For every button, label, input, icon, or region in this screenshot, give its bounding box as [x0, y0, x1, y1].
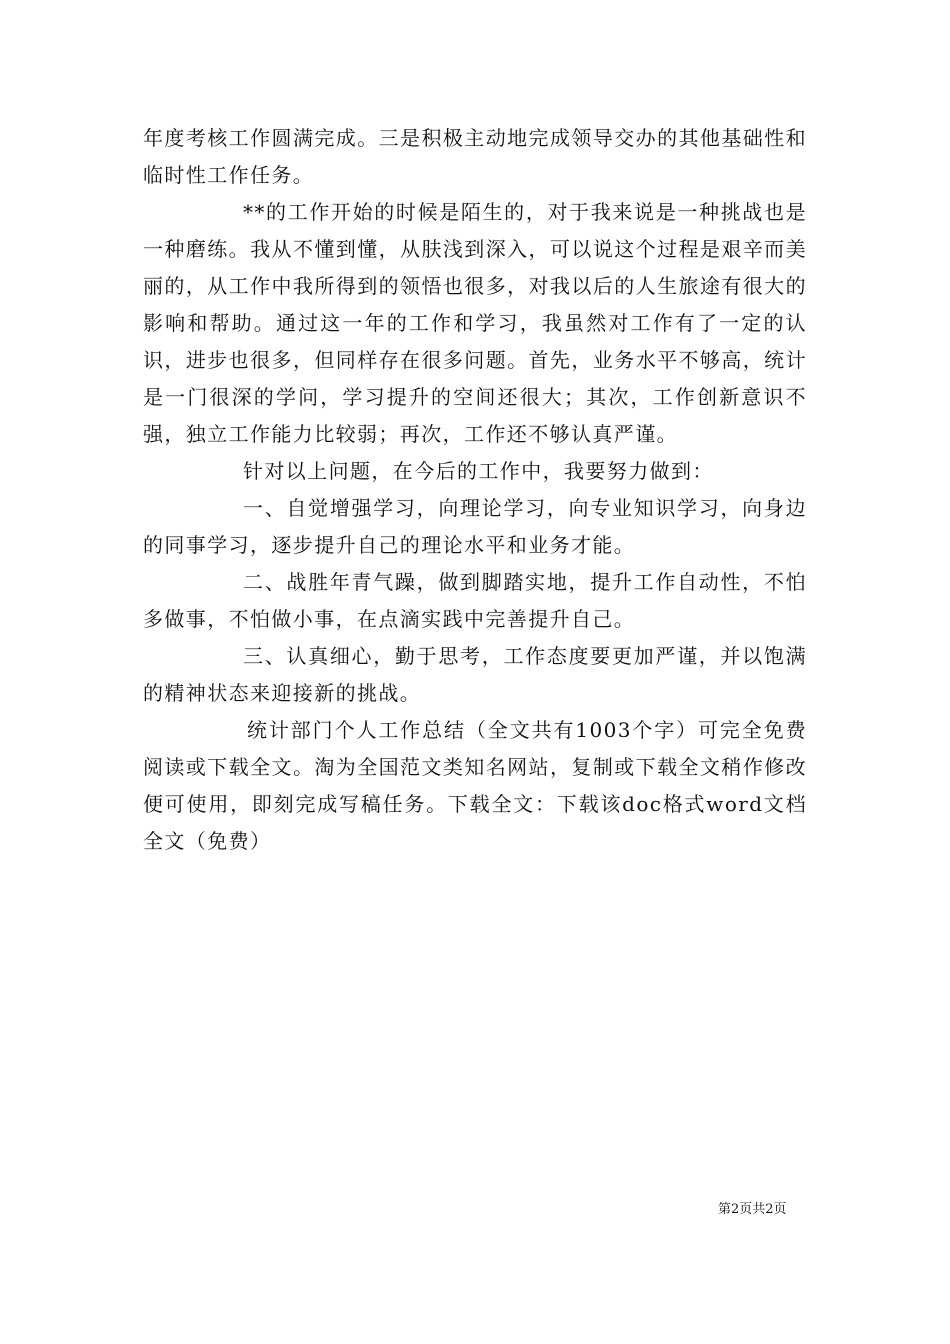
- paragraph-continuation: 年度考核工作圆满完成。三是积极主动地完成领导交办的其他基础性和临时性工作任务。: [143, 126, 807, 187]
- page-number: 第2页共2页: [718, 1202, 787, 1217]
- paragraph-download-notice: 统计部门个人工作总结（全文共有1003个字）可完全免费阅读或下载全文。淘为全国范文类知名网站，复制或下载全文稍作修改便可使用，即刻完成写稿任务。下载全文：下载该doc格式word文档全文（免费）: [143, 718, 807, 853]
- paragraph-reflection: **的工作开始的时候是陌生的，对于我来说是一种挑战也是一种磨练。我从不懂到懂，从肤浅到深入，可以说这个过程是艰辛而美丽的，从工作中我所得到的领悟也很多，对我以后的人生旅途有很大的影响和帮助。通过这一年的工作和学习，我虽然对工作有了一定的认识，进步也很多，但同样存在很多问题。首先，业务水平不够高，统计是一门很深的学问，学习提升的空间还很大；其次，工作创新意识不强，独立工作能力比较弱；再次，工作还不够认真严谨。: [143, 200, 807, 446]
- paragraph-plan-intro: 针对以上问题，在今后的工作中，我要努力做到：: [243, 459, 714, 483]
- document-body: [143, 120, 807, 860]
- paragraph-plan-item-2: 二、战胜年青气躁，做到脚踏实地，提升工作自动性，不怕多做事，不怕做小事，在点滴实践中完善提升自己。: [143, 570, 807, 631]
- paragraph-plan-item-1: 一、自觉增强学习，向理论学习，向专业知识学习，向身边的同事学习，逐步提升自己的理论水平和业务才能。: [143, 496, 807, 557]
- paragraph-plan-item-3: 三、认真细心，勤于思考，工作态度要更加严谨，并以饱满的精神状态来迎接新的挑战。: [143, 644, 807, 705]
